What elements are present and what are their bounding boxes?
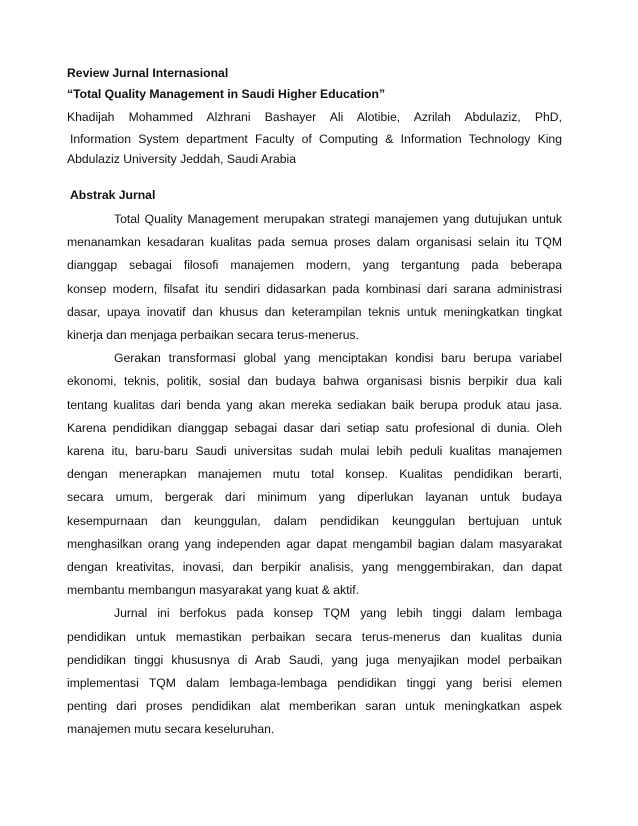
affiliation-line: Abdulaziz University Jeddah, Saudi Arabia — [67, 152, 296, 166]
paragraph-line: kinerja dan menjaga perbaikan secara terus-menerus. — [67, 328, 359, 343]
paragraph-line: dengan kreativitas, inovasi, dan berpikir analisis, yang menggembirakan, dan dapat — [67, 560, 562, 575]
authors-line: Khadijah Mohammed Alzhrani Bashayer Ali Alotibie, Azrilah Abdulaziz, PhD, — [67, 110, 562, 124]
abstract-heading: Abstrak Jurnal — [70, 188, 156, 202]
paragraph-line: secara umum, bergerak dari minimum yang diperlukan layanan untuk budaya — [67, 490, 562, 505]
authors-affiliation — [67, 106, 562, 168]
paragraph-line: manajemen mutu secara keseluruhan. — [67, 722, 275, 737]
affiliation-line: Information System department Faculty of Computing & Information Technology King — [70, 132, 562, 146]
paragraph-line: Gerakan transformasi global yang menciptakan kondisi baru berupa variabel — [114, 351, 562, 366]
paragraph-line: pendidikan tinggi khususnya di Arab Saudi, yang juga menyajikan model perbaikan — [67, 652, 562, 667]
review-title: Review Jurnal Internasional — [67, 66, 229, 80]
abstract-paragraph-2 — [67, 347, 562, 602]
paragraph-line: Total Quality Management merupakan strategi manajemen yang dutujukan untuk — [114, 212, 562, 226]
paragraph-line: dasar, upaya inovatif dan khusus dan keterampilan teknis untuk meningkatkan tingkat — [67, 304, 562, 319]
abstract-paragraph-1 — [67, 208, 562, 347]
paragraph-line: Jurnal ini berfokus pada konsep TQM yang lebih tinggi dalam lembaga — [114, 606, 562, 621]
paragraph-line: karena itu, baru-baru Saudi universitas sudah mulai lebih peduli kualitas manajemen — [67, 444, 562, 459]
header-block — [67, 64, 562, 103]
paragraph-line: ekonomi, teknis, politik, sosial dan budaya bahwa organisasi bisnis berpikir dua kali — [67, 374, 562, 389]
paper-title: “Total Quality Management in Saudi Higher Education” — [67, 87, 386, 101]
paragraph-line: menanamkan kesadaran kualitas pada semua proses dalam organisasi selain itu TQM — [67, 235, 562, 250]
document-content — [67, 64, 562, 742]
paragraph-line: kesempurnaan dan keunggulan, dalam pendidikan keunggulan bertujuan untuk — [67, 513, 562, 528]
paragraph-line: Karena pendidikan dianggap sebagai dasar dari setiap satu profesional di dunia. Oleh — [67, 420, 562, 435]
paragraph-line: implementasi TQM dalam lembaga-lembaga pendidikan tinggi yang berisi elemen — [67, 676, 562, 691]
paragraph-line: pendidikan untuk memastikan perbaikan secara terus-menerus dan kualitas dunia — [67, 629, 562, 644]
paragraph-line: membantu membangun masyarakat yang kuat & aktif. — [67, 583, 359, 598]
paragraph-line: konsep modern, filsafat itu sendiri didasarkan pada kombinasi dari sarana administrasi — [67, 281, 562, 296]
paragraph-line: tentang kualitas dari benda yang akan mereka sediakan baik berupa produk atau jasa. — [67, 397, 562, 412]
paragraph-line: penting dari proses pendidikan alat memberikan saran untuk meningkatkan aspek — [67, 699, 562, 714]
paragraph-line: dianggap sebagai filosofi manajemen modern, yang tergantung pada beberapa — [67, 258, 562, 273]
paragraph-line: dengan menerapkan manajemen mutu total konsep. Kualitas pendidikan berarti, — [67, 467, 562, 482]
abstract-paragraph-3 — [67, 602, 562, 741]
paragraph-line: menghasilkan orang yang independen agar dapat mengambil bagian dalam masyarakat — [67, 536, 562, 551]
